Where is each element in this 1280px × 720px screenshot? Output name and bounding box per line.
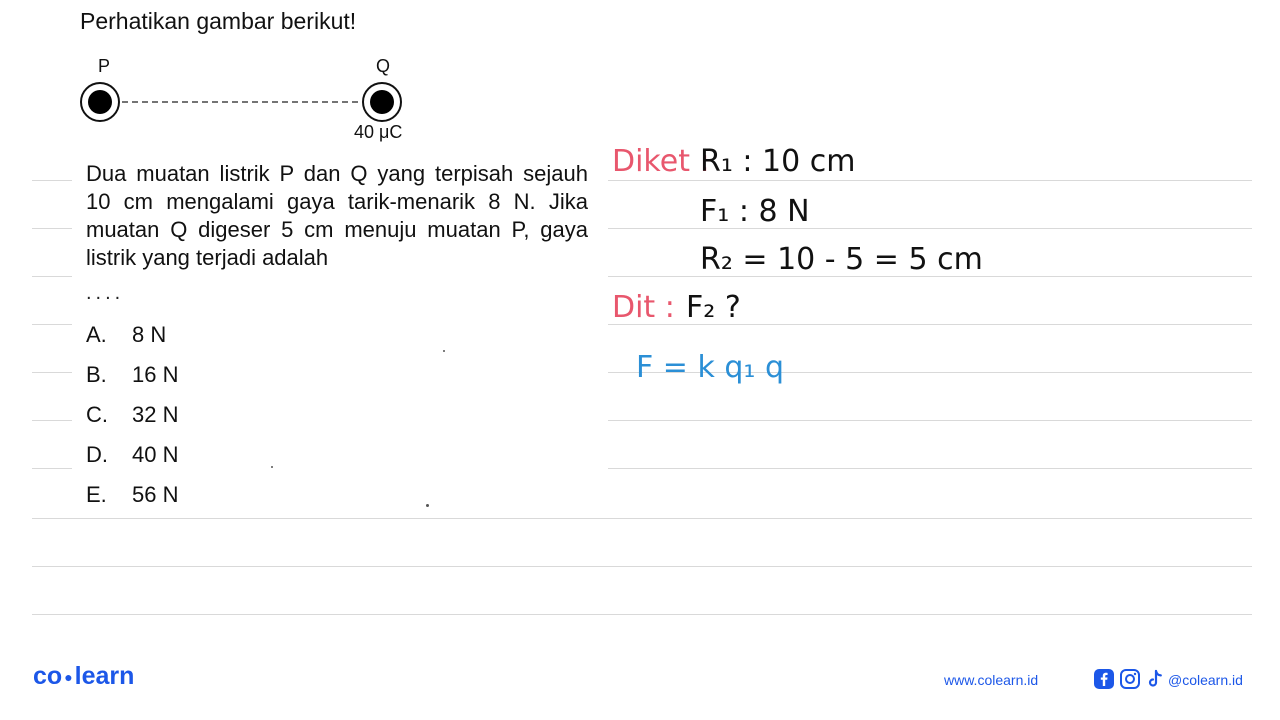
question-ellipsis: ....	[86, 282, 125, 304]
option-letter: C.	[86, 402, 108, 427]
website-link[interactable]: www.colearn.id	[944, 672, 1039, 688]
charge-q-value: 40 μC	[354, 122, 403, 142]
option-c[interactable]	[86, 402, 178, 428]
ruled-line	[32, 228, 72, 229]
ruled-line	[32, 276, 72, 277]
charge-diagram	[60, 50, 440, 160]
speck	[271, 466, 273, 468]
ruled-line	[32, 614, 1252, 615]
charge-q-label: Q	[376, 56, 391, 76]
given-f1: F₁ : 8 N	[700, 194, 810, 229]
instagram-icon[interactable]	[1119, 668, 1141, 690]
diket-label: Diket :	[612, 144, 710, 179]
logo-left: co	[33, 662, 63, 690]
given-r1: R₁ : 10 cm	[700, 144, 856, 179]
ruled-line	[32, 372, 72, 373]
ruled-line	[32, 180, 72, 181]
option-value: 16 N	[132, 362, 179, 387]
page-title: Perhatikan gambar berikut!	[80, 8, 357, 34]
coulomb-formula: F = k q₁ q	[636, 350, 785, 385]
ruled-line	[608, 180, 1252, 181]
dit-label: Dit :	[612, 290, 675, 325]
option-letter: E.	[86, 482, 107, 507]
option-letter: D.	[86, 442, 108, 467]
ruled-line	[608, 420, 1252, 421]
option-value: 56 N	[132, 482, 179, 507]
logo-dot: ●	[64, 669, 73, 686]
charge-p-dot	[88, 90, 112, 114]
speck	[443, 350, 445, 352]
given-r2: R₂ = 10 - 5 = 5 cm	[700, 242, 983, 277]
charge-q-dot	[370, 90, 394, 114]
option-b[interactable]	[86, 362, 178, 388]
asked-f2: F₂ ?	[686, 290, 741, 325]
colearn-logo[interactable]	[33, 662, 134, 691]
option-letter: B.	[86, 362, 107, 387]
charge-diagram-drawing	[60, 50, 440, 160]
logo-right: learn	[74, 662, 135, 690]
option-value: 8 N	[132, 322, 167, 347]
ruled-line	[32, 420, 72, 421]
option-d[interactable]	[86, 442, 178, 468]
option-value: 40 N	[132, 442, 179, 467]
ruled-line	[32, 324, 72, 325]
speck	[426, 504, 429, 507]
option-a[interactable]	[86, 322, 166, 348]
ruled-line	[32, 566, 1252, 567]
ruled-line	[608, 468, 1252, 469]
option-value: 32 N	[132, 402, 179, 427]
tiktok-icon[interactable]	[1144, 668, 1166, 690]
ruled-line	[32, 468, 72, 469]
ruled-line	[32, 518, 1252, 519]
facebook-icon[interactable]	[1093, 668, 1115, 690]
option-letter: A.	[86, 322, 107, 347]
question-text: Dua muatan listrik P dan Q yang terpisah sejauh 10 cm mengalami gaya tarik-menarik 8 N. Jika muatan Q digeser 5 cm menuju muatan P, gaya listrik yang terjadi adalah	[86, 161, 588, 270]
social-handle[interactable]: @colearn.id	[1168, 672, 1243, 688]
charge-p-label: P	[98, 56, 111, 76]
option-e[interactable]	[86, 482, 178, 508]
